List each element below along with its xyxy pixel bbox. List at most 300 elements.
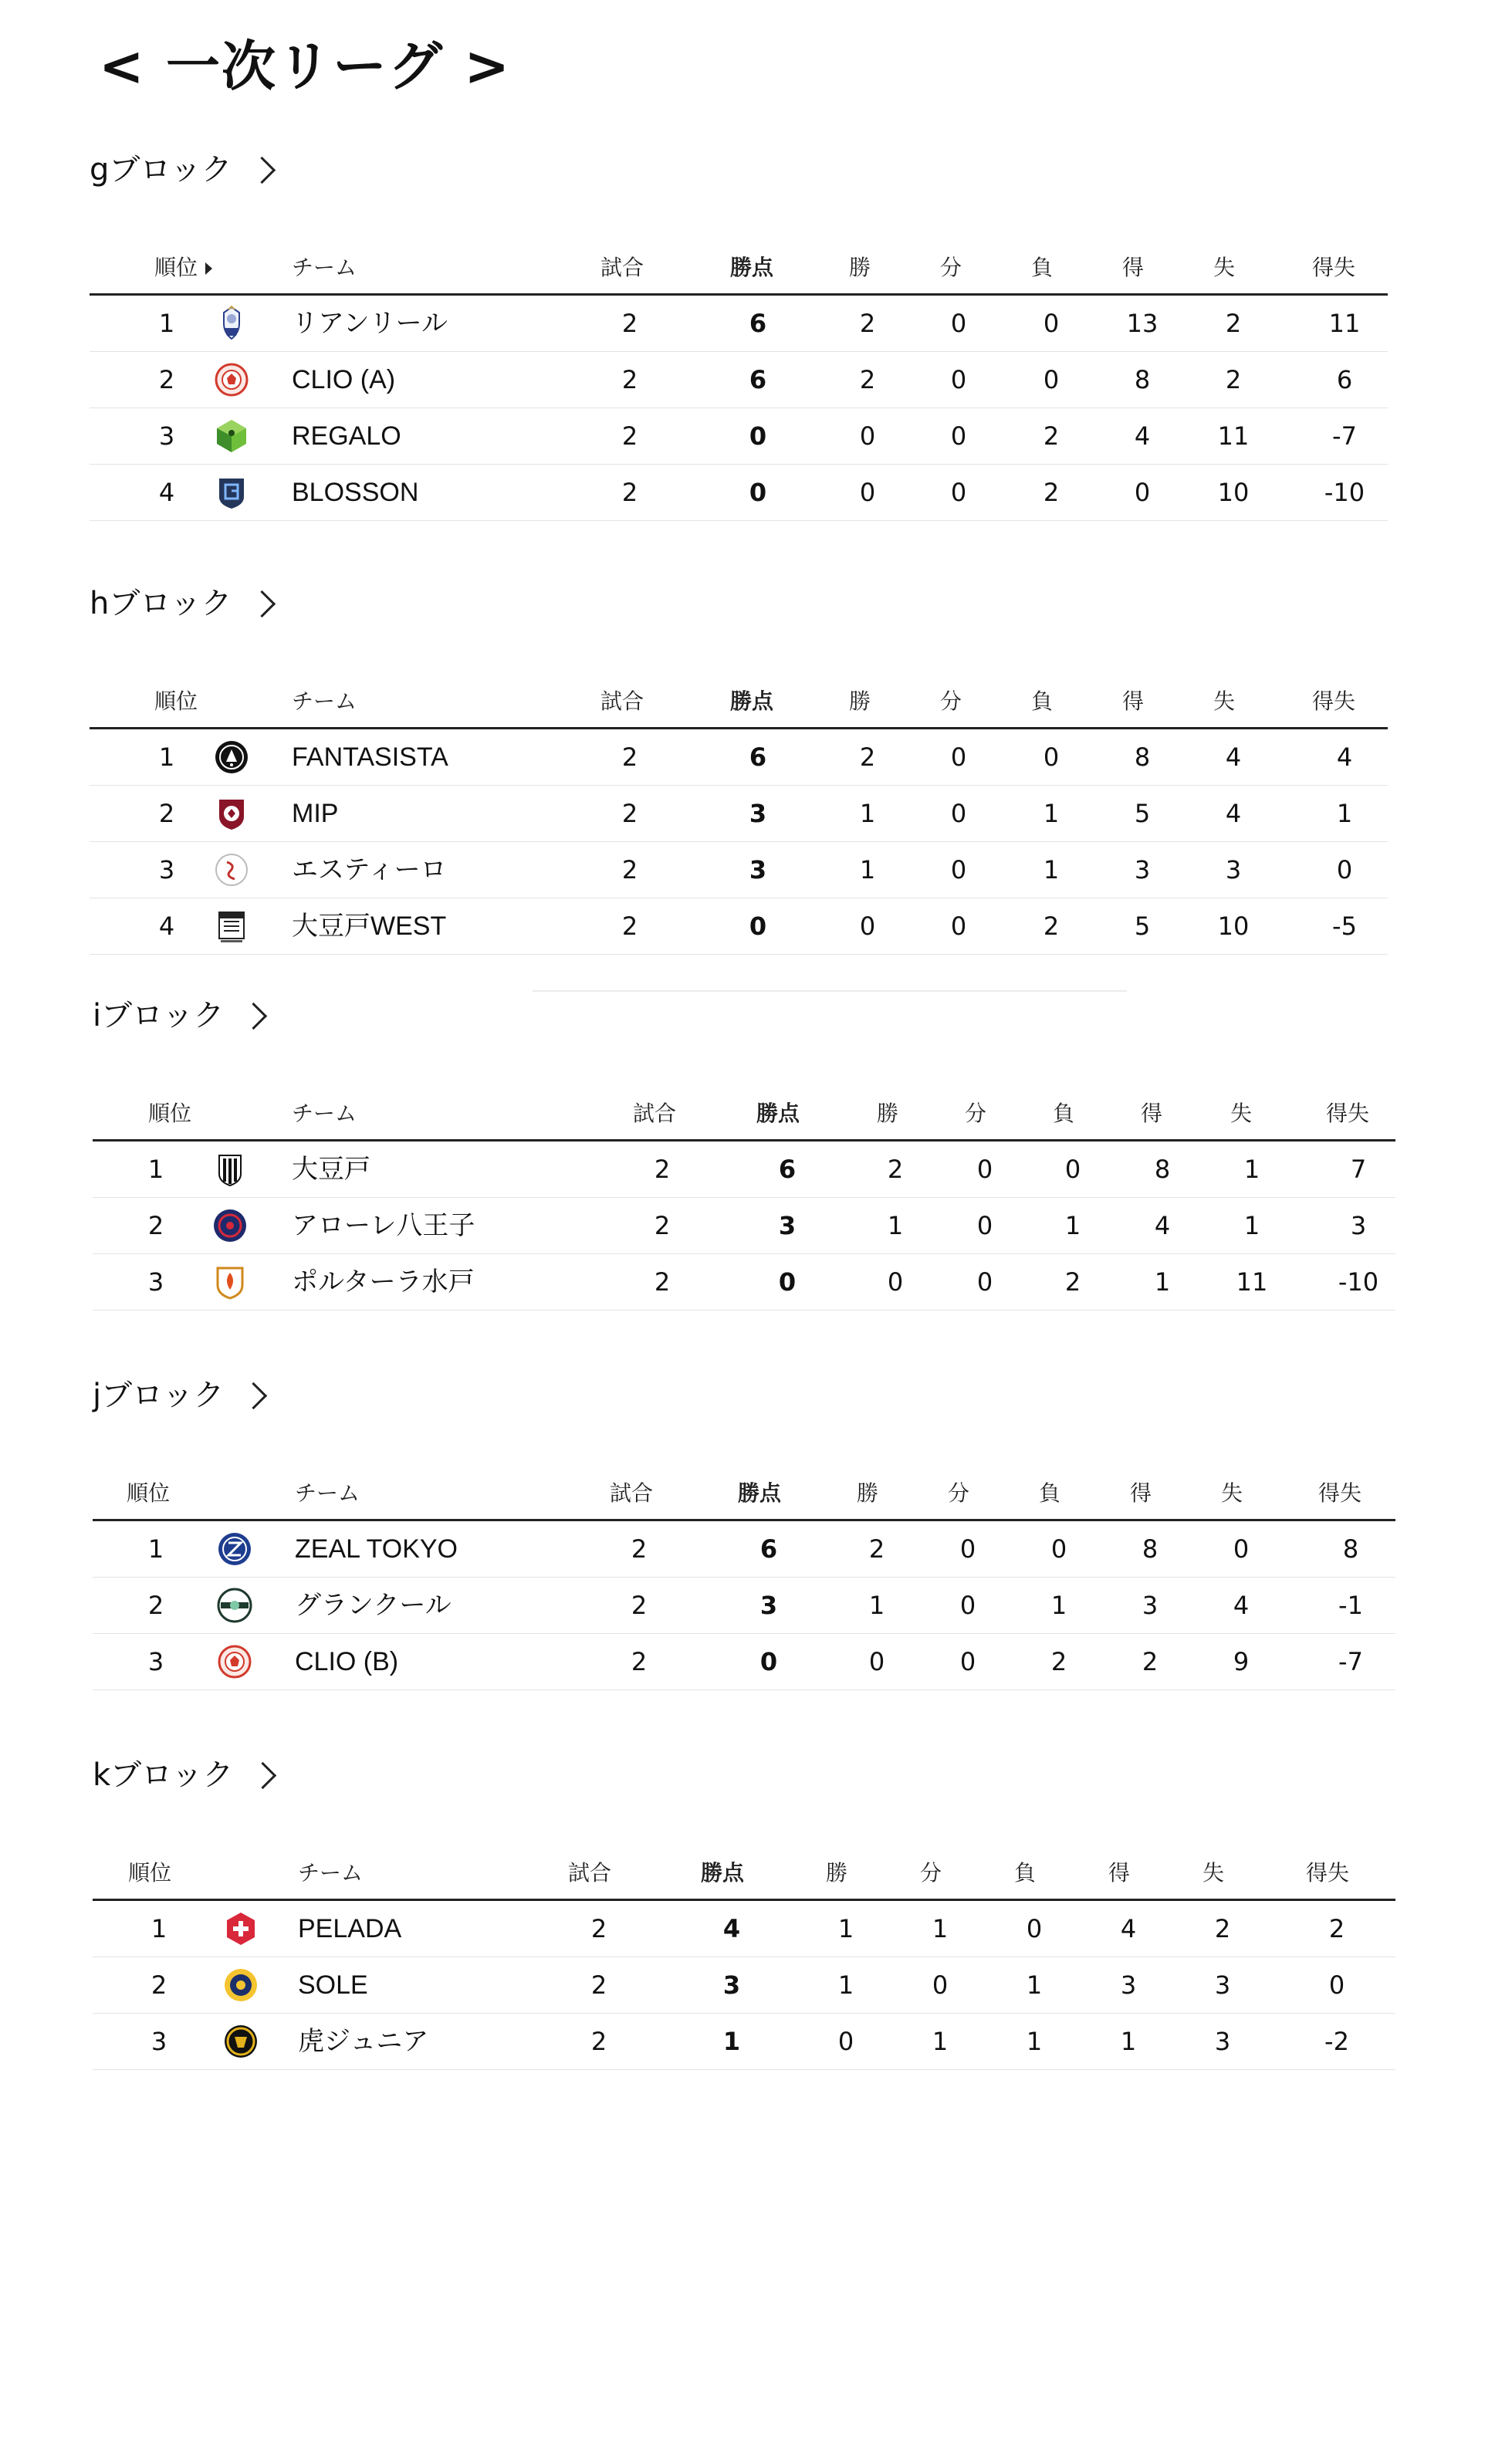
column-header-ga[interactable] [1230,1088,1252,1139]
cell-rank: 2 [151,1970,167,2000]
cell-won: 2 [887,1155,904,1184]
cell-played: 2 [621,421,638,451]
column-header-label: 順位 [154,688,198,714]
column-header-label: 得失 [1325,1101,1370,1126]
cell-ga: 2 [1214,1914,1231,1943]
column-header-gd[interactable] [1318,1468,1361,1519]
zeal-crest-icon [216,1530,253,1568]
chevron-right-icon [248,590,275,617]
mip-crest-icon [213,795,250,832]
team-name[interactable]: エスティーロ [292,855,447,884]
column-header-won[interactable] [849,242,871,293]
column-header-team[interactable] [298,1848,363,1899]
table-row[interactable] [90,408,1388,465]
block-title: gブロック [90,152,232,188]
cell-drawn: 0 [959,1534,976,1564]
cell-won: 0 [859,421,876,451]
column-header-won[interactable] [877,1088,898,1139]
block-title-link[interactable] [93,993,263,1039]
column-header-team[interactable] [292,1088,357,1139]
cell-rank: 4 [158,912,175,941]
cell-lost: 1 [1043,799,1060,828]
cell-gf: 13 [1126,309,1159,338]
cell-lost: 1 [1026,2027,1043,2056]
team-name[interactable]: REGALO [292,421,401,451]
team-name[interactable]: 大豆戸WEST [292,912,447,941]
column-header-gd[interactable] [1312,676,1355,727]
cell-rank: 1 [158,742,175,772]
cell-drawn: 0 [950,855,967,884]
table-row[interactable] [93,1578,1395,1634]
cell-lost: 0 [1043,742,1060,772]
cell-rank: 2 [158,799,175,828]
fantasista-crest-icon [213,739,250,776]
table-row[interactable] [93,1957,1395,2014]
column-header-drawn[interactable] [965,1088,986,1139]
cell-ga: 1 [1243,1211,1260,1240]
cell-ga: 2 [1225,365,1242,394]
block-title: jブロック [93,1378,225,1413]
cell-drawn: 0 [976,1267,993,1297]
portara-crest-icon [211,1263,249,1300]
column-header-gd[interactable] [1312,242,1355,293]
cell-points: 3 [759,1591,778,1620]
cell-played: 2 [590,1970,607,2000]
cell-gd: -5 [1332,912,1357,941]
cell-played: 2 [654,1211,671,1240]
pelada-crest-icon [222,1910,259,1947]
cell-won: 0 [868,1647,885,1676]
team-name[interactable]: BLOSSON [292,478,419,507]
cell-won: 1 [887,1211,904,1240]
cell-won: 1 [859,799,876,828]
regalo-crest-icon [213,418,250,455]
column-header-points[interactable] [738,1468,781,1519]
cell-ga: 3 [1214,2027,1231,2056]
cell-rank: 4 [158,478,175,507]
cell-gf: 8 [1134,742,1151,772]
column-header-label: 得失 [1318,1480,1362,1506]
tora-junior-crest-icon [222,2023,259,2060]
column-header-label: 負 [1030,255,1054,280]
cell-gd: 0 [1328,1970,1345,2000]
cell-gd: 7 [1350,1155,1367,1184]
cell-rank: 3 [151,2027,167,2056]
column-header-drawn[interactable] [940,676,962,727]
cell-gf: 8 [1154,1155,1171,1184]
column-header-drawn[interactable] [940,242,962,293]
block-title-link[interactable] [90,580,272,627]
column-header-won[interactable] [826,1848,847,1899]
column-header-label: 得失 [1311,255,1356,280]
column-header-ga[interactable] [1213,676,1235,727]
column-header-label: 試合 [600,688,644,714]
lianreel-crest-icon [213,305,250,342]
column-header-label: 失 [1220,1480,1243,1506]
column-header-label: 勝 [876,1101,899,1126]
table-row[interactable] [90,352,1388,408]
cell-points: 0 [749,421,767,451]
block-gブロック [90,147,1388,507]
column-header-gf[interactable] [1141,1088,1162,1139]
cell-lost: 0 [1043,365,1060,394]
column-header-label: 順位 [148,1101,192,1126]
cell-rank: 2 [147,1591,164,1620]
cell-won: 2 [859,742,876,772]
cell-drawn: 0 [950,912,967,941]
block-kブロック [93,1752,1395,2056]
column-header-won[interactable] [849,676,871,727]
column-header-label: 勝 [856,1480,879,1506]
column-header-ga[interactable] [1202,1848,1224,1899]
table-row[interactable] [93,1254,1395,1311]
column-header-ga[interactable] [1213,242,1235,293]
cell-ga: 11 [1236,1267,1268,1297]
cell-gf: 5 [1134,799,1151,828]
cell-gf: 2 [1142,1647,1159,1676]
team-name[interactable]: グランクール [295,1591,452,1620]
sort-indicator-icon [205,262,212,275]
column-header-label: 分 [947,1480,970,1506]
cell-ga: 4 [1225,742,1242,772]
cell-points: 0 [778,1267,797,1297]
cell-points: 6 [759,1534,778,1564]
cell-ga: 9 [1233,1647,1250,1676]
cell-played: 2 [621,309,638,338]
column-header-rank[interactable] [127,1468,170,1519]
cell-drawn: 0 [950,309,967,338]
column-header-gd[interactable] [1326,1088,1369,1139]
column-header-label: 勝点 [729,255,774,280]
cell-gd: 6 [1336,365,1353,394]
table-header [90,242,1388,296]
column-header-label: 得失 [1311,688,1356,714]
column-header-rank[interactable] [154,242,212,293]
cell-won: 1 [868,1591,885,1620]
cell-lost: 1 [1064,1211,1081,1240]
cell-drawn: 0 [950,365,967,394]
column-header-label: 失 [1213,255,1236,280]
table-header [90,676,1388,729]
table-header [93,1848,1395,1901]
cell-lost: 2 [1043,421,1060,451]
column-header-team[interactable] [292,242,357,293]
column-header-lost[interactable] [1014,1848,1036,1899]
cell-played: 2 [654,1267,671,1297]
table-row[interactable] [90,842,1388,898]
cell-lost: 0 [1050,1534,1067,1564]
cell-ga: 3 [1214,1970,1231,2000]
table-row[interactable] [93,1198,1395,1254]
cell-gd: 2 [1328,1914,1345,1943]
cell-gd: -10 [1338,1267,1379,1297]
cell-lost: 1 [1050,1591,1067,1620]
column-header-label: 得 [1140,1101,1163,1126]
cell-gd: 4 [1336,742,1353,772]
cell-gd: 3 [1350,1211,1367,1240]
cell-gd: 0 [1336,855,1353,884]
column-header-points[interactable] [756,1088,800,1139]
column-header-label: チーム [298,1860,364,1886]
column-header-ga[interactable] [1221,1468,1243,1519]
column-header-label: 負 [1013,1860,1037,1886]
table-row[interactable] [90,729,1388,786]
cell-won: 2 [868,1534,885,1564]
blosson-crest-icon [213,474,250,511]
column-header-label: チーム [292,688,357,714]
column-header-rank[interactable] [148,1088,191,1139]
cell-gf: 4 [1154,1211,1171,1240]
cell-drawn: 0 [932,1970,949,2000]
column-header-won[interactable] [857,1468,878,1519]
cell-lost: 2 [1043,478,1060,507]
cell-won: 1 [837,1914,854,1943]
cell-gf: 3 [1120,1970,1137,2000]
team-name[interactable]: 大豆戸 [292,1155,370,1184]
cell-points: 0 [749,478,767,507]
team-name[interactable]: CLIO (B) [295,1647,399,1676]
block-title-link[interactable] [93,1752,272,1798]
column-header-label: 順位 [127,1480,171,1506]
table-row[interactable] [93,1142,1395,1198]
column-header-team[interactable] [292,676,357,727]
column-header-label: 勝点 [756,1101,800,1126]
cell-rank: 3 [158,421,175,451]
team-name[interactable]: アローレ八王子 [292,1211,475,1240]
column-header-played[interactable] [568,1848,611,1899]
column-header-label: 失 [1230,1101,1253,1126]
column-header-gf[interactable] [1108,1848,1130,1899]
cell-won: 1 [837,1970,854,2000]
cell-lost: 2 [1043,912,1060,941]
cell-ga: 3 [1225,855,1242,884]
cell-points: 3 [778,1211,797,1240]
block-title-link[interactable] [93,1372,263,1419]
table-row[interactable] [93,2014,1395,2070]
block-title: hブロック [90,586,232,621]
cell-rank: 1 [147,1155,164,1184]
allore-crest-icon [211,1207,249,1244]
column-header-label: 失 [1213,688,1236,714]
cell-ga: 4 [1225,799,1242,828]
column-header-label: 得 [1121,688,1145,714]
cell-won: 0 [859,478,876,507]
cell-gf: 4 [1134,421,1151,451]
mamedo-crest-icon [211,1151,249,1188]
cell-gf: 4 [1120,1914,1137,1943]
column-header-rank[interactable] [128,1848,171,1899]
column-header-drawn[interactable] [920,1848,942,1899]
cell-drawn: 0 [950,742,967,772]
clio-crest-icon [216,1643,253,1680]
chevron-right-icon [249,1761,276,1788]
column-header-label: チーム [292,1101,357,1126]
column-header-lost[interactable] [1031,676,1053,727]
team-name[interactable]: 虎ジュニア [298,2027,429,2056]
cell-rank: 1 [158,309,175,338]
column-header-points[interactable] [730,242,773,293]
cell-lost: 1 [1043,855,1060,884]
cell-points: 1 [722,2027,741,2056]
table-header [93,1088,1395,1142]
cell-rank: 1 [151,1914,167,1943]
table-row[interactable] [93,1634,1395,1690]
cell-points: 6 [749,309,767,338]
column-header-gf[interactable] [1122,676,1144,727]
column-header-played[interactable] [600,242,644,293]
cell-gd: -7 [1338,1647,1363,1676]
cell-rank: 1 [147,1534,164,1564]
table-header [93,1468,1395,1521]
cell-won: 2 [859,365,876,394]
cell-gf: 1 [1154,1267,1171,1297]
cell-played: 2 [621,365,638,394]
chevron-right-icon [240,1002,267,1029]
column-header-team[interactable] [295,1468,360,1519]
column-header-points[interactable] [730,676,773,727]
cell-gd: -7 [1332,421,1357,451]
column-header-drawn[interactable] [948,1468,969,1519]
cell-rank: 3 [158,855,175,884]
cell-played: 2 [590,2027,607,2056]
cell-drawn: 0 [950,478,967,507]
cell-gd: -10 [1324,478,1365,507]
cell-played: 2 [590,1914,607,1943]
column-header-label: 分 [939,688,962,714]
cell-ga: 10 [1217,478,1250,507]
column-header-label: 得 [1129,1480,1152,1506]
team-name[interactable]: ZEAL TOKYO [295,1534,458,1564]
cell-lost: 1 [1026,1970,1043,2000]
standings-table [93,1468,1395,1690]
table-row[interactable] [93,1901,1395,1957]
cell-points: 6 [749,365,767,394]
column-header-label: 分 [919,1860,942,1886]
cell-lost: 0 [1026,1914,1043,1943]
cell-won: 0 [837,2027,854,2056]
column-header-label: 順位 [154,255,198,280]
table-row[interactable] [90,898,1388,955]
column-header-label: 得失 [1305,1860,1350,1886]
team-name[interactable]: リアンリール [292,309,448,338]
cell-won: 0 [859,912,876,941]
cell-gf: 1 [1120,2027,1137,2056]
cell-gf: 8 [1134,365,1151,394]
team-name[interactable]: ポルターラ水戸 [292,1267,475,1297]
block-title: iブロック [93,998,225,1033]
cell-lost: 0 [1064,1155,1081,1184]
cell-gd: 11 [1328,309,1361,338]
column-header-label: 勝点 [700,1860,745,1886]
cell-played: 2 [631,1647,648,1676]
cell-ga: 2 [1225,309,1242,338]
standings-table [93,1088,1395,1311]
standings-table [90,676,1388,955]
column-header-label: 勝 [848,688,871,714]
column-header-played[interactable] [610,1468,653,1519]
column-header-gf[interactable] [1122,242,1144,293]
column-header-label: チーム [292,255,357,280]
column-header-label: 得 [1108,1860,1131,1886]
cell-drawn: 1 [932,1914,949,1943]
column-header-lost[interactable] [1053,1088,1074,1139]
column-header-label: チーム [295,1480,360,1506]
cell-drawn: 0 [950,421,967,451]
column-header-rank[interactable] [154,676,198,727]
cell-played: 2 [621,799,638,828]
column-header-lost[interactable] [1031,242,1053,293]
cell-lost: 2 [1064,1267,1081,1297]
column-header-points[interactable] [701,1848,744,1899]
mamedo-west-crest-icon [213,908,250,945]
cell-ga: 4 [1233,1591,1250,1620]
cell-points: 0 [759,1647,778,1676]
cell-played: 2 [654,1155,671,1184]
cell-won: 2 [859,309,876,338]
column-header-played[interactable] [633,1088,676,1139]
cell-drawn: 0 [950,799,967,828]
team-name[interactable]: FANTASISTA [292,742,448,772]
column-header-gd[interactable] [1306,1848,1349,1899]
block-iブロック [93,993,1395,1297]
table-row[interactable] [90,786,1388,842]
cell-played: 2 [621,478,638,507]
cell-gf: 0 [1134,478,1151,507]
column-header-label: 負 [1038,1480,1061,1506]
cell-gd: 1 [1336,799,1353,828]
team-name[interactable]: MIP [292,799,339,828]
cell-rank: 2 [147,1211,164,1240]
column-header-lost[interactable] [1039,1468,1060,1519]
standings-table [90,242,1388,521]
team-name[interactable]: CLIO (A) [292,365,396,394]
block-title-link[interactable] [90,147,272,193]
column-header-label: 勝 [825,1860,848,1886]
cell-drawn: 0 [959,1591,976,1620]
column-header-label: 勝点 [737,1480,782,1506]
clio-crest-icon [213,361,250,398]
cell-ga: 10 [1217,912,1250,941]
cell-points: 3 [749,855,767,884]
cell-drawn: 0 [959,1647,976,1676]
column-header-label: 試合 [567,1860,612,1886]
page-title: < 一次リーグ > [99,35,512,98]
cell-won: 1 [859,855,876,884]
table-row[interactable] [90,296,1388,352]
cell-won: 0 [887,1267,904,1297]
chevron-right-icon [248,156,275,183]
column-header-gf[interactable] [1130,1468,1152,1519]
table-row[interactable] [90,465,1388,521]
cell-ga: 1 [1243,1155,1260,1184]
chevron-right-icon [240,1382,267,1409]
cell-rank: 3 [147,1647,164,1676]
cell-gf: 8 [1142,1534,1159,1564]
column-header-label: 試合 [632,1101,677,1126]
estilo-crest-icon [213,851,250,888]
column-header-label: 分 [964,1101,987,1126]
cell-lost: 2 [1050,1647,1067,1676]
team-name[interactable]: PELADA [298,1914,402,1943]
column-header-label: 勝 [848,255,871,280]
column-header-played[interactable] [600,676,644,727]
cell-rank: 3 [147,1267,164,1297]
team-name[interactable]: SOLE [298,1970,368,2000]
table-row[interactable] [93,1521,1395,1578]
cell-points: 6 [778,1155,797,1184]
column-header-label: 試合 [600,255,644,280]
cell-played: 2 [631,1591,648,1620]
